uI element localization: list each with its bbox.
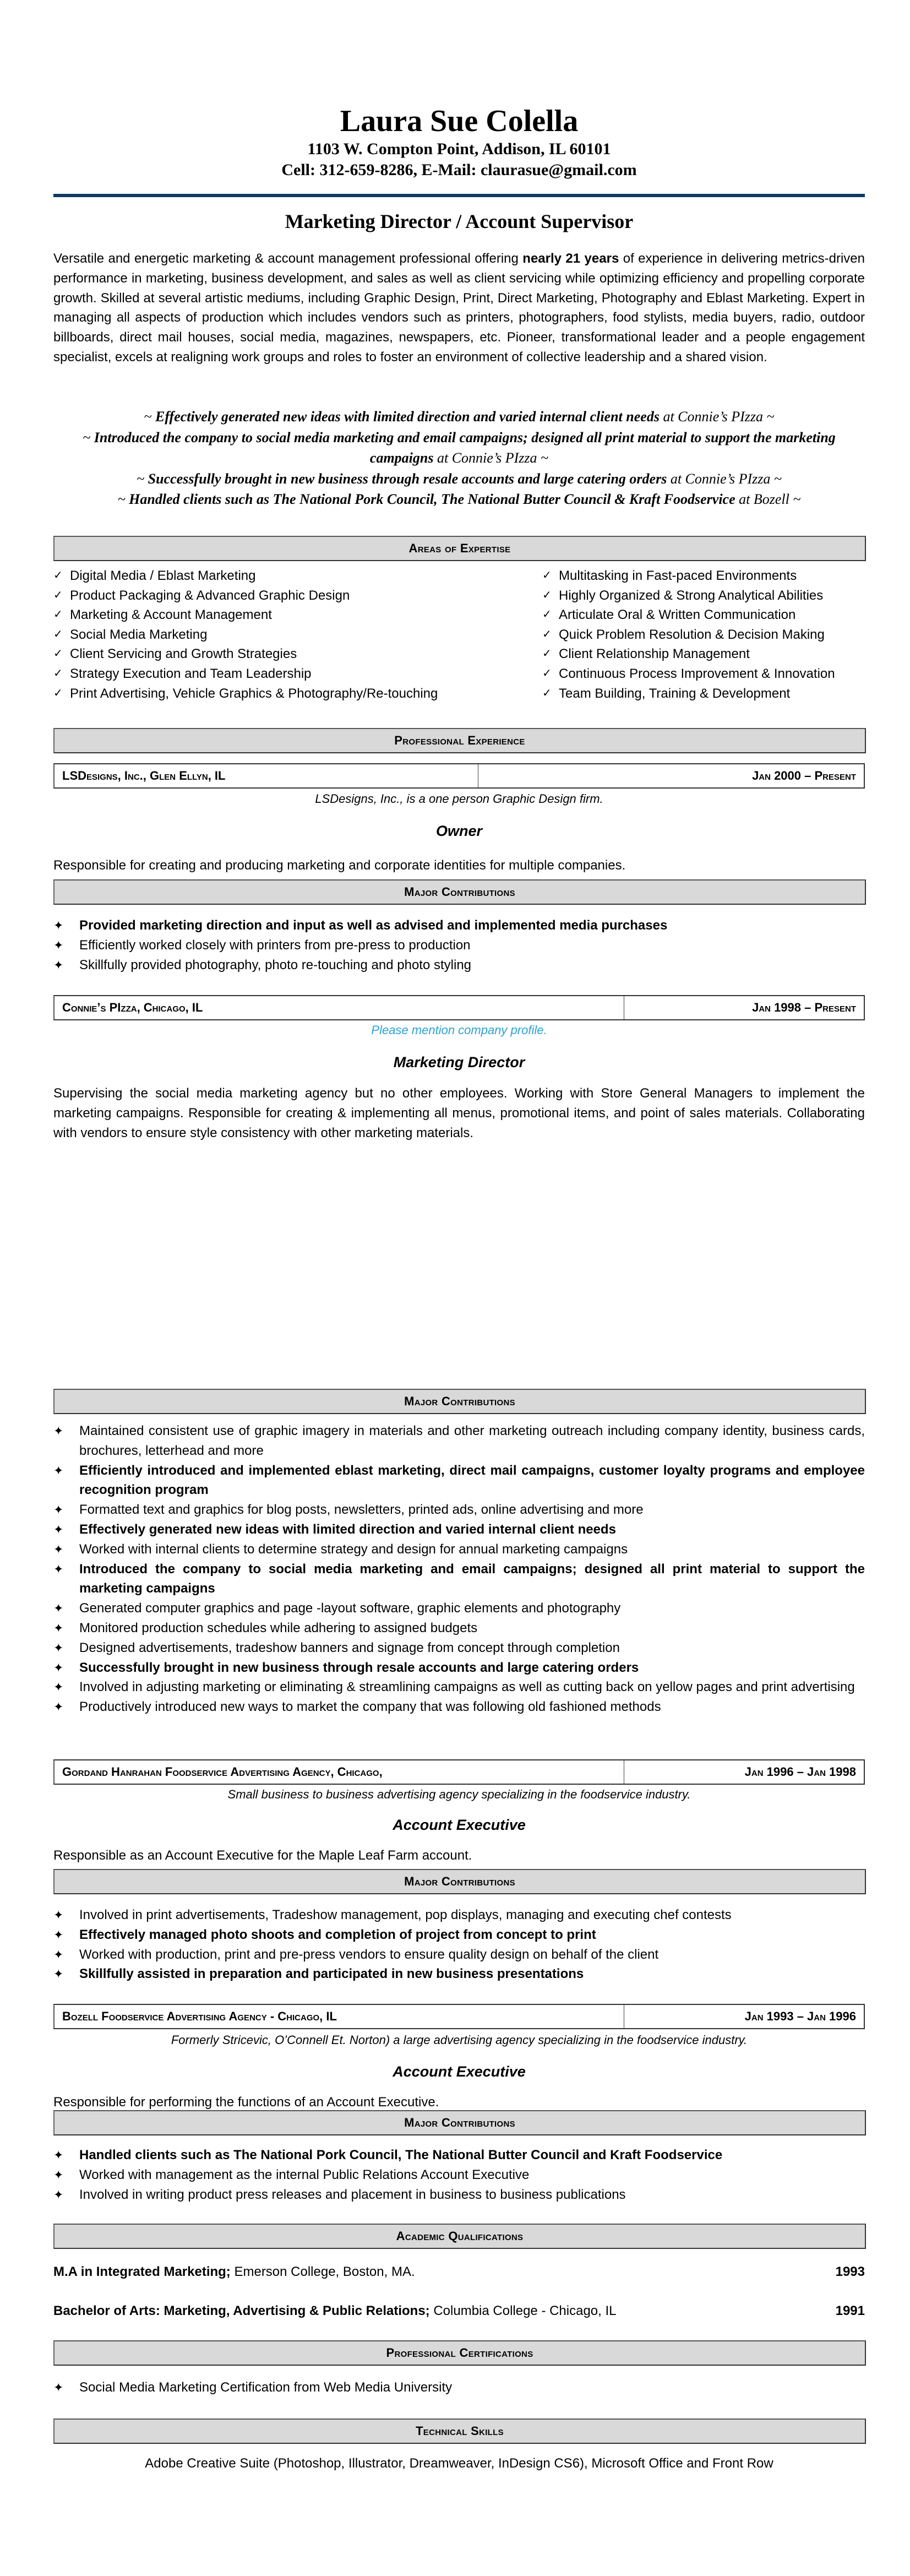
contribution-text: Skillfully assisted in preparation and participated in new business presentations [79, 1966, 584, 1982]
contribution-item [53, 1945, 865, 1965]
contribution-item [53, 1677, 865, 1697]
contribution-text: Social Media Marketing Certification from Web Media University [79, 2380, 453, 2395]
checkmark-icon: ✓ [542, 667, 552, 680]
star-bullet-icon: ✦ [53, 1562, 64, 1576]
contributions-list [53, 916, 865, 975]
expertise-item [542, 625, 835, 645]
contribution-text: Monitored production schedules while adhering to assigned budgets [79, 1620, 478, 1635]
professional-title: Marketing Director / Account Supervisor [285, 210, 634, 232]
expertise-label: Product Packaging & Advanced Graphic Design [70, 588, 350, 603]
star-bullet-icon: ✦ [53, 1967, 64, 1981]
checkmark-icon: ✓ [53, 687, 63, 699]
expertise-label: Quick Problem Resolution & Decision Making [559, 627, 825, 642]
job-description: Supervising the social media marketing agency but no other employees. Working with Store General Managers to implement the marketing campaigns. Responsible for creating & implementing all menus, promotional items, and point of sales materials. Collaborating with vendors to ensure style consistency with other marketing materials. [53, 1086, 865, 1140]
job-dates: Jan 2000 – Present [752, 769, 856, 782]
section-header-contributions: Major Contributions [53, 1869, 866, 1894]
job-role: Account Executive [393, 1817, 526, 1833]
company-profile: Small business to business advertising agency specializing in the foodservice industry. [227, 1787, 691, 1801]
contributions-list [53, 1421, 865, 1717]
star-bullet-icon: ✦ [53, 1601, 64, 1616]
expertise-item [542, 664, 835, 684]
star-bullet-icon: ✦ [53, 1424, 64, 1438]
expertise-column-right [516, 566, 835, 703]
professional-summary [53, 249, 865, 367]
contribution-text: Formatted text and graphics for blog posts, newsletters, printed ads, online advertising and more [79, 1502, 644, 1518]
contribution-text: Successfully brought in new business through resale accounts and large catering orders [79, 1660, 639, 1675]
contribution-text: Worked with management as the internal Public Relations Account Executive [79, 2167, 530, 2182]
expertise-label: Continuous Process Improvement & Innovation [559, 666, 835, 681]
contribution-text: Handled clients such as The National Pork Council, The National Butter Council and Kraft Foodservice [79, 2148, 723, 2162]
highlight-item: ~ Effectively generated new ideas with limited direction and varied internal client needs at Connie’s PIzza ~ [144, 409, 775, 425]
checkmark-icon: ✓ [542, 589, 552, 601]
star-bullet-icon: ✦ [53, 1680, 64, 1694]
job-description: Responsible for performing the functions of an Account Executive. [53, 2095, 439, 2110]
contribution-item [53, 1658, 865, 1678]
expertise-item [53, 684, 516, 704]
star-bullet-icon: ✦ [53, 1522, 64, 1536]
checkmark-icon: ✓ [542, 648, 552, 660]
job-role: Owner [435, 823, 483, 839]
star-bullet-icon: ✦ [53, 919, 64, 932]
expertise-label: Client Relationship Management [559, 646, 750, 662]
star-bullet-icon: ✦ [53, 1621, 64, 1635]
section-header-contributions: Major Contributions [53, 879, 866, 905]
contribution-text: Introduced the company to social media marketing and email campaigns; designed all print material to support the marketing campaigns [79, 1561, 865, 1596]
expertise-item [53, 664, 516, 684]
section-header-contributions: Major Contributions [53, 2110, 866, 2135]
summary-text-end: of experience in delivering metrics-driven performance in marketing, business development, and sales as well as client servicing while optimizing efficiency and propelling corporate growth. Skilled at several artistic mediums, including Graphic Design, Print, Direct Marketing, Photography and Eblast Marketing. Expert in managing all aspects of production which includes vendors such as printers, photographers, food stylists, media buyers, radio, outdoor billboards, direct mail houses, social media, magazines, newspapers, etc. Pioneer, transformational leader and a people engagement specialist, excels at realigning work groups and roles to foster an environment of collective leadership and a shared vision. [53, 251, 865, 365]
education-year: 1993 [835, 2264, 865, 2279]
expertise-label: Multitasking in Fast-paced Environments [559, 568, 797, 583]
star-bullet-icon: ✦ [53, 1908, 64, 1922]
expertise-item [53, 586, 516, 606]
section-header-certifications: Professional Certifications [53, 2340, 866, 2366]
summary-text-start: Versatile and energetic marketing & account management professional offering [53, 251, 523, 266]
contributions-list [53, 1905, 865, 1984]
expertise-label: Marketing & Account Management [70, 607, 272, 623]
highlight-item: ~ Introduced the company to social media marketing and email campaigns; designed all print material to support the marketing campaigns at Connie’s PIzza ~ [83, 429, 836, 466]
star-bullet-icon: ✦ [53, 2148, 64, 2162]
contribution-item [53, 936, 865, 955]
education-degree-school: Bachelor of Arts: Marketing, Advertising & Public Relations; Columbia College - Chicago, IL [53, 2303, 617, 2318]
expertise-item [542, 644, 835, 664]
expertise-item [542, 566, 835, 586]
expertise-list [53, 566, 865, 703]
expertise-label: Team Building, Training & Development [559, 686, 791, 701]
header-divider [53, 194, 865, 197]
job-dates: Jan 1998 – Present [752, 1001, 856, 1014]
contribution-text: Productively introduced new ways to market the company that was following old fashioned methods [79, 1699, 661, 1715]
company-profile: Please mention company profile. [371, 1023, 547, 1037]
section-header-experience: Professional Experience [53, 728, 866, 753]
expertise-item [53, 644, 516, 664]
contribution-text: Worked with internal clients to determine strategy and design for annual marketing campaigns [79, 1541, 628, 1557]
star-bullet-icon: ✦ [53, 1463, 64, 1477]
expertise-item [53, 605, 516, 625]
expertise-label: Print Advertising, Vehicle Graphics & Photography/Re-touching [70, 686, 438, 701]
job-description: Responsible as an Account Executive for the Maple Leaf Farm account. [53, 1848, 472, 1863]
section-header-expertise: Areas of Expertise [53, 536, 866, 561]
expertise-item [53, 566, 516, 586]
checkmark-icon: ✓ [53, 648, 63, 660]
contribution-text: Efficiently introduced and implemented eblast marketing, direct mail campaigns, customer loyalty programs and employee recognition program [79, 1463, 865, 1498]
checkmark-icon: ✓ [542, 687, 552, 699]
certification-item [53, 2378, 865, 2398]
star-bullet-icon: ✦ [53, 2381, 64, 2394]
contribution-item [53, 1638, 865, 1658]
expertise-item [53, 625, 516, 645]
job-header [53, 995, 865, 1020]
star-bullet-icon: ✦ [53, 1542, 64, 1556]
star-bullet-icon: ✦ [53, 1927, 64, 1942]
checkmark-icon: ✓ [542, 628, 552, 640]
job-role: Marketing Director [393, 1054, 525, 1070]
checkmark-icon: ✓ [53, 628, 63, 640]
job-description: Responsible for creating and producing marketing and corporate identities for multiple companies. [53, 858, 626, 873]
expertise-item [542, 605, 835, 625]
expertise-item [542, 684, 835, 704]
expertise-label: Social Media Marketing [70, 627, 208, 642]
candidate-address: 1103 W. Compton Point, Addison, IL 60101 [307, 140, 611, 158]
star-bullet-icon: ✦ [53, 2167, 64, 2182]
checkmark-icon: ✓ [542, 608, 552, 621]
education-entry [53, 2263, 865, 2281]
checkmark-icon: ✓ [53, 667, 63, 680]
contribution-text: Efficiently worked closely with printers from pre-press to production [79, 937, 471, 953]
job-header [53, 1759, 865, 1785]
contribution-item [53, 1540, 865, 1559]
job-header [53, 763, 865, 789]
highlight-item: ~ Successfully brought in new business through resale accounts and large catering orders at Connie’s PIzza ~ [137, 470, 782, 487]
highlight-item: ~ Handled clients such as The National Pork Council, The National Butter Council & Kraft Foodservice at Bozell ~ [117, 491, 801, 507]
contribution-text: Maintained consistent use of graphic imagery in materials and other marketing outreach including company identity, business cards, brochures, letterhead and more [79, 1423, 865, 1458]
contribution-item [53, 1421, 865, 1461]
contribution-item [53, 2165, 865, 2185]
job-company: Bozell Foodservice Advertising Agency - Chicago, IL [55, 2005, 624, 2028]
star-bullet-icon: ✦ [53, 938, 64, 952]
contribution-item [53, 1964, 865, 1984]
contribution-item [53, 1697, 865, 1717]
contribution-item [53, 2185, 865, 2205]
star-bullet-icon: ✦ [53, 2187, 64, 2202]
contribution-text: Involved in writing product press releases and placement in business to business publications [79, 2187, 626, 2202]
technical-skills-text: Adobe Creative Suite (Photoshop, Illustrator, Dreamweaver, InDesign CS6), Microsoft Office and Front Row [145, 2456, 773, 2471]
expertise-label: Highly Organized & Strong Analytical Abilities [559, 588, 824, 603]
star-bullet-icon: ✦ [53, 1947, 64, 1961]
contribution-text: Worked with production, print and pre-press vendors to ensure quality design on behalf of the client [79, 1947, 659, 1962]
job-dates: Jan 1993 – Jan 1996 [744, 2009, 856, 2023]
job-role: Account Executive [393, 2063, 526, 2080]
contribution-item [53, 1461, 865, 1501]
contribution-text: Skillfully provided photography, photo re-touching and photo styling [79, 957, 472, 972]
contribution-item [53, 1559, 865, 1599]
star-bullet-icon: ✦ [53, 1700, 64, 1714]
expertise-item [542, 586, 835, 606]
candidate-name: Laura Sue Colella [340, 104, 579, 138]
contribution-text: Involved in print advertisements, Tradeshow management, pop displays, managing and executing chef contests [79, 1907, 732, 1922]
contribution-text: Involved in adjusting marketing or eliminating & streamlining campaigns as well as cutting back on yellow pages and print advertising [79, 1680, 855, 1695]
career-highlights [53, 406, 865, 510]
contribution-text: Effectively generated new ideas with limited direction and varied internal client needs [79, 1521, 616, 1537]
job-header [53, 2004, 865, 2029]
education-degree-school: M.A in Integrated Marketing; Emerson College, Boston, MA. [53, 2264, 415, 2279]
star-bullet-icon: ✦ [53, 1660, 64, 1675]
contribution-item [53, 955, 865, 975]
job-company: Connie’s PIzza, Chicago, IL [55, 996, 624, 1019]
checkmark-icon: ✓ [53, 589, 63, 601]
certifications-list [53, 2378, 865, 2398]
expertise-label: Strategy Execution and Team Leadership [70, 666, 312, 681]
section-header-technical: Technical Skills [53, 2419, 866, 2444]
company-profile: Formerly Stricevic, O’Connell Et. Norton) a large advertising agency specializing in the foodservice industry. [171, 2033, 748, 2047]
job-company: LSDesigns, Inc., Glen Ellyn, IL [55, 764, 478, 787]
contribution-item [53, 1905, 865, 1925]
checkmark-icon: ✓ [53, 569, 63, 581]
section-header-contributions: Major Contributions [53, 1389, 866, 1414]
contribution-item [53, 2145, 865, 2165]
expertise-column-left [53, 566, 516, 703]
contribution-text: Provided marketing direction and input as well as advised and implemented media purchases [79, 918, 668, 933]
contribution-item [53, 1500, 865, 1520]
contributions-list [53, 2145, 865, 2204]
contribution-text: Generated computer graphics and page -layout software, graphic elements and photography [79, 1601, 621, 1616]
contribution-item [53, 1520, 865, 1540]
contribution-text: Designed advertisements, tradeshow banners and signage from concept through completion [79, 1640, 620, 1655]
star-bullet-icon: ✦ [53, 958, 64, 972]
expertise-label: Client Servicing and Growth Strategies [70, 646, 297, 662]
expertise-label: Digital Media / Eblast Marketing [70, 568, 256, 583]
contribution-item [53, 916, 865, 936]
summary-highlight: nearly 21 years [522, 251, 619, 266]
section-header-academic: Academic Qualifications [53, 2224, 866, 2249]
education-year: 1991 [835, 2303, 865, 2318]
contribution-item [53, 1618, 865, 1638]
candidate-contact: Cell: 312-659-8286, E-Mail: claurasue@gmail.com [281, 161, 637, 179]
checkmark-icon: ✓ [542, 569, 552, 581]
checkmark-icon: ✓ [53, 608, 63, 621]
education-entry [53, 2302, 865, 2320]
contribution-text: Effectively managed photo shoots and completion of project from concept to print [79, 1927, 596, 1942]
job-dates: Jan 1996 – Jan 1998 [744, 1765, 856, 1779]
contribution-item [53, 1925, 865, 1945]
contribution-item [53, 1599, 865, 1618]
job-company: Gordand Hanrahan Foodservice Advertising Agency, Chicago, [55, 1760, 624, 1784]
expertise-label: Articulate Oral & Written Communication [559, 607, 796, 623]
star-bullet-icon: ✦ [53, 1503, 64, 1517]
company-profile: LSDesigns, Inc., is a one person Graphic Design firm. [315, 792, 603, 806]
star-bullet-icon: ✦ [53, 1640, 64, 1655]
